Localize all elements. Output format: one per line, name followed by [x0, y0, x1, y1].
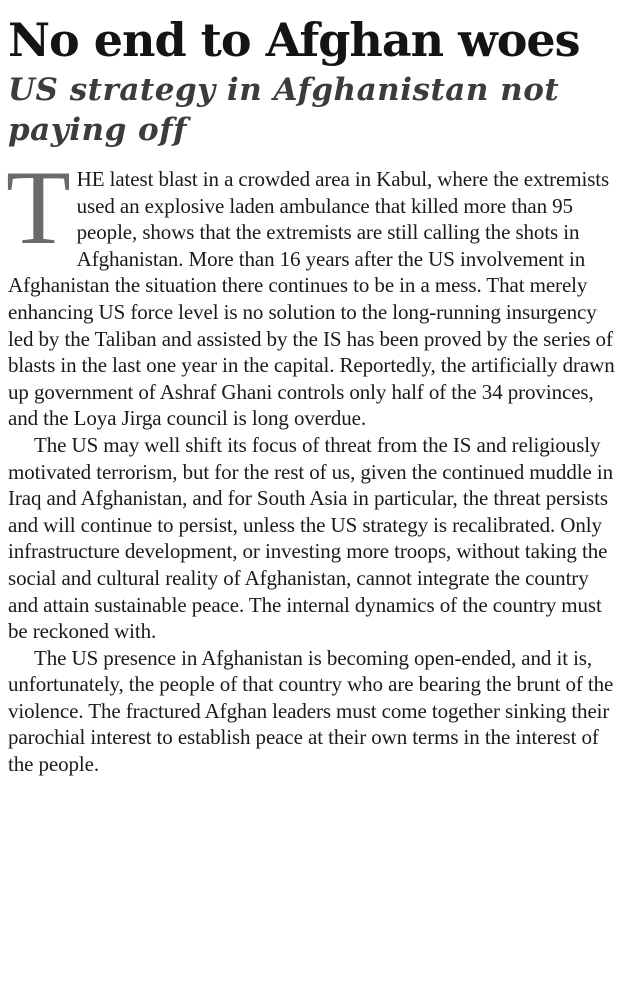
paragraph-2: The US may well shift its focus of threat from the IS and religiously motivated terrorism, but for the rest of us, given the continued muddle in Iraq and Afghanistan, and for South Asia in particular, the threat persists and will continue to persist, unless the US strategy is recalibrated. Only infrastructure development, or investing more troops, without taking the social and cultural reality of Afghanistan, cannot integrate the country and attain sustainable peace. The internal dynamics of the country must be reckoned with. — [8, 432, 613, 644]
subheadline: US strategy in Afghanistan not paying off — [8, 72, 560, 148]
drop-cap: T — [6, 149, 71, 266]
paragraph-3: The US presence in Afghanistan is becoming open-ended, and it is, unfortunately, the people of that country who are bearing the brunt of the violence. The fractured Afghan leaders must come together sinking their parochial interest to establish peace at their own terms in the interest of the people. — [8, 645, 614, 777]
editorial-article — [8, 14, 620, 778]
paragraph-1 — [6, 149, 620, 432]
headline: No end to Afghan woes — [8, 13, 580, 67]
article-body — [6, 149, 620, 778]
paragraph-1-text: HE latest blast in a crowded area in Kabul, where the extremists used an explosive laden ambulance that killed more than 95 people, shows that the extremists are still calling the shots in Afghanistan. More than 16 years after the US involvement in Afghanistan the situation there continues to be in a mess. That merely enhancing US force level is no solution to the long-running insurgency led by the Taliban and assisted by the IS has been proved by the series of blasts in the last one year in the capital. Reportedly, the artificially drawn up government of Ashraf Ghani controls only half of the 34 provinces, and the Loya Jirga council is long overdue. — [8, 167, 615, 431]
